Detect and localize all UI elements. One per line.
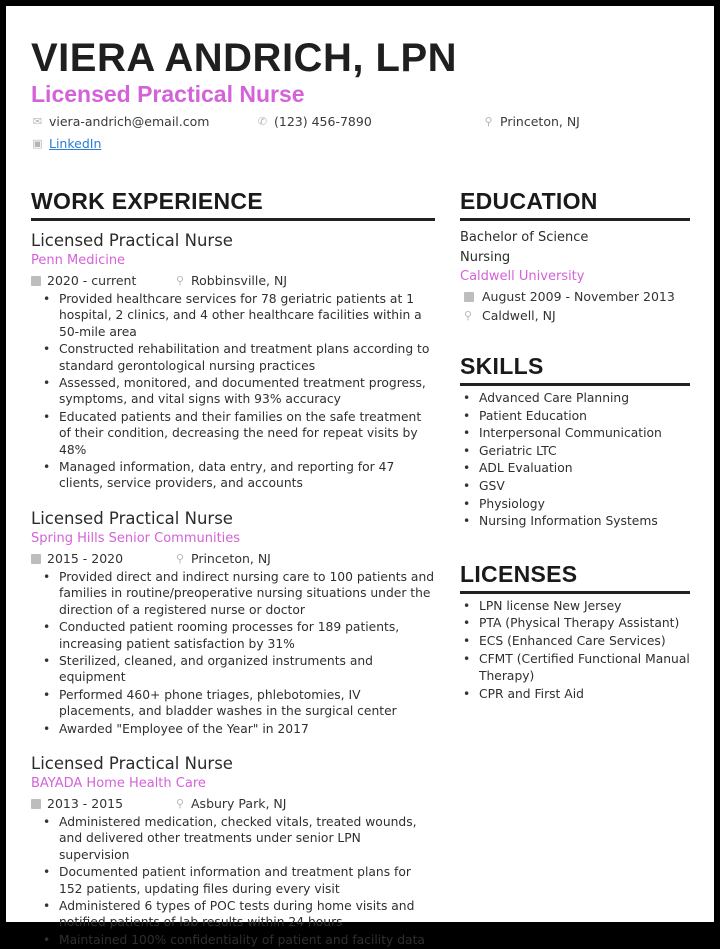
job-title: Licensed Practical Nurse	[31, 753, 233, 773]
candidate-name: VIERA ANDRICH, LPN	[31, 36, 458, 80]
list-item: • Patient Education	[460, 408, 690, 426]
list-item: • LPN license New Jersey	[460, 598, 690, 616]
linkedin-icon: ▣	[32, 137, 43, 150]
list-item: • Sterilized, cleaned, and organized instruments and equipment	[31, 653, 435, 686]
contact-email	[31, 114, 209, 129]
job-company: Penn Medicine	[31, 253, 126, 268]
map-pin-icon: ⚲	[484, 115, 493, 128]
job-bullets	[31, 814, 435, 948]
job-entry	[31, 508, 435, 737]
list-item: • Provided healthcare services for 78 geriatric patients at 1 hospital, 2 clinics, and 4 other healthcare facilities within a 50-mile area	[31, 291, 435, 340]
licenses-list	[460, 598, 690, 704]
phone-icon: ✆	[257, 115, 268, 128]
job-dates: 2013 - 2015	[47, 795, 124, 811]
education-location: Caldwell, NJ	[482, 308, 556, 323]
candidate-role: Licensed Practical Nurse	[31, 81, 305, 107]
list-item: • Administered medication, checked vitals, treated wounds, and delivered other treatments under senior LPN supervision	[31, 814, 435, 863]
list-item: • Assessed, monitored, and documented treatment progress, symptoms, and vital signs with 93% accuracy	[31, 375, 435, 408]
education-dates: August 2009 - November 2013	[482, 289, 675, 304]
list-item: • Geriatric LTC	[460, 443, 690, 461]
job-dates: 2015 - 2020	[47, 550, 124, 566]
school-name: Caldwell University	[460, 269, 585, 284]
list-item: • Documented patient information and treatment plans for 152 patients, updating files during every visit	[31, 864, 435, 897]
section-title-skills: SKILLS	[460, 353, 690, 386]
job-meta	[31, 272, 435, 290]
map-pin-icon: ⚲	[464, 309, 473, 322]
section-title-work: WORK EXPERIENCE	[31, 188, 435, 221]
contact-location	[482, 114, 580, 129]
list-item: • GSV	[460, 478, 690, 496]
job-meta	[31, 795, 435, 813]
linkedin-link[interactable]: LinkedIn	[49, 136, 102, 151]
skills-list	[460, 390, 690, 531]
job-entry	[31, 753, 435, 948]
job-dates: 2020 - current	[47, 273, 137, 288]
calendar-icon	[31, 799, 41, 809]
list-item: • Performed 460+ phone triages, phlebotomies, IV placements, and bladder washes in the surgical center	[31, 687, 435, 720]
right-column	[460, 188, 690, 703]
job-location: Asbury Park, NJ	[191, 795, 287, 811]
map-pin-icon: ⚲	[176, 796, 185, 810]
map-pin-icon: ⚲	[176, 274, 185, 287]
calendar-icon	[31, 554, 41, 564]
list-item: • ADL Evaluation	[460, 460, 690, 478]
phone-text: (123) 456-7890	[274, 114, 372, 129]
list-item: • Interpersonal Communication	[460, 425, 690, 443]
resume-page	[6, 6, 714, 947]
job-entry	[31, 230, 435, 492]
contact-linkedin[interactable]	[31, 136, 101, 151]
licenses-section	[460, 561, 690, 704]
work-experience-section	[31, 188, 435, 949]
field-of-study: Nursing	[460, 249, 511, 265]
list-item: • Provided direct and indirect nursing care to 100 patients and families in routine/preoperative nursing situations under the direction of a registered nurse or doctor	[31, 569, 435, 618]
education-entry	[460, 228, 690, 325]
job-title: Licensed Practical Nurse	[31, 231, 233, 250]
list-item: • ECS (Enhanced Care Services)	[460, 633, 690, 651]
list-item: • Awarded "Employee of the Year" in 2017	[31, 721, 435, 737]
education-section	[460, 188, 690, 325]
envelope-icon: ✉	[32, 115, 43, 128]
job-company: Spring Hills Senior Communities	[31, 530, 241, 546]
skills-section	[460, 353, 690, 531]
job-location: Princeton, NJ	[191, 550, 271, 566]
section-title-education: EDUCATION	[460, 188, 690, 221]
list-item: • Conducted patient rooming processes for 189 patients, increasing patient satisfaction by 31%	[31, 619, 435, 652]
section-title-licenses: LICENSES	[460, 561, 690, 594]
email-text: viera-andrich@email.com	[49, 114, 210, 129]
list-item: • Educated patients and their families on the safe treatment of their condition, decreasing the need for repeat visits by 48%	[31, 409, 435, 458]
list-item: • Advanced Care Planning	[460, 390, 690, 408]
calendar-icon	[464, 292, 474, 302]
degree: Bachelor of Science	[460, 230, 589, 245]
job-company: BAYADA Home Health Care	[31, 775, 206, 791]
list-item: • Nursing Information Systems	[460, 513, 690, 531]
list-item: • Constructed rehabilitation and treatment plans according to standard gerontological nursing practices	[31, 341, 435, 374]
map-pin-icon: ⚲	[176, 551, 185, 565]
education-location-row	[460, 306, 690, 325]
list-item: • Managed information, data entry, and reporting for 47 clients, service providers, and accounts	[31, 459, 435, 492]
contact-phone	[256, 114, 372, 129]
education-dates-row	[460, 287, 690, 306]
list-item: • CPR and First Aid	[460, 686, 690, 704]
job-bullets	[31, 291, 435, 492]
job-location: Robbinsville, NJ	[191, 273, 288, 288]
job-bullets	[31, 569, 435, 737]
list-item: • Maintained 100% confidentiality of patient and facility data	[31, 932, 435, 948]
job-title: Licensed Practical Nurse	[31, 508, 233, 528]
list-item: • CFMT (Certified Functional Manual Therapy)	[460, 651, 690, 686]
list-item: • Administered 6 types of POC tests during home visits and notified patients of lab results within 24 hours	[31, 898, 435, 931]
list-item: • PTA (Physical Therapy Assistant)	[460, 615, 690, 633]
location-text: Princeton, NJ	[500, 114, 580, 129]
job-meta	[31, 550, 435, 568]
calendar-icon	[31, 276, 41, 286]
list-item: • Physiology	[460, 496, 690, 514]
